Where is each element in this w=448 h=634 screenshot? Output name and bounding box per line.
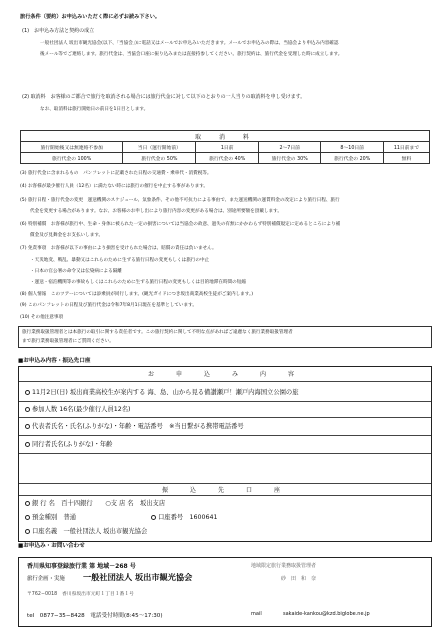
- circle-icon: [151, 515, 156, 520]
- bank-line: [25, 500, 165, 507]
- cancel-value-cell: 旅行代金の 30%: [258, 153, 321, 164]
- cancel-value-cell: 旅行代金の 20%: [321, 153, 384, 164]
- term-7-item-1: ・天災地変、戦乱、暴動又はこれらのために生ずる旅行日程の変更もしくは旅行の中止: [30, 258, 210, 263]
- section-2-title: (2) 取消料 お客様のご都合で旅行を取消される場合には旅行代金に対して以下のとおりの一人当りの取消料を申し受けます。: [22, 94, 306, 100]
- section-1-title: (1) お申込み方法と契約の成立: [22, 28, 95, 34]
- term-6-cont: 償金及び見舞金をお支払いします。: [30, 233, 104, 238]
- participants-row: [19, 401, 431, 418]
- term-4: (4) お客様が最少催行人員（12名）に満たない時には旅行の催行を中止する事があります。: [20, 184, 209, 189]
- account-number-label: 口座番号: [158, 514, 184, 521]
- mail-label: mail: [251, 611, 262, 617]
- circle-icon: [25, 515, 30, 520]
- cancel-table-value-row: [21, 153, 430, 164]
- planner-label: 旅行企画・実施: [27, 576, 65, 582]
- representative-line: [25, 423, 244, 430]
- cancel-value-cell: 旅行代金の 50%: [123, 153, 196, 164]
- application-section-label: ■お申込み内容・振込先口座: [18, 358, 91, 364]
- section-1-line-2: 後メール等でご連絡します。旅行代金は、当協会口座に振り込みまたは直接持参してください。旅行契約は、旅行代金を受理した時に成立します。: [40, 52, 343, 57]
- account-number-line: [151, 514, 218, 521]
- application-header: お 申 込 み 内 容: [147, 371, 302, 378]
- companion-text: 同行者氏名(ふりがな)・年齢: [32, 441, 113, 448]
- participants-line: [25, 406, 131, 413]
- circle-icon: [25, 529, 30, 534]
- organization-name: 一般社団法人 坂出市観光協会: [83, 572, 193, 582]
- address: 〒762−0018 香川県坂出市元町１丁目１番１号: [27, 592, 134, 597]
- account-type-line: [25, 514, 76, 521]
- term-6: (6) 特別補償 お客様が旅行中、生命・身体に被られた一定の損害については当協会の故意、過失の有無にかかわらず特別補償規定に定めるところにより補: [20, 222, 341, 227]
- notice-line-1: 旅行業務取扱管理者とは本旅行の取引に関する責任者です。この旅行契約に関して不明な点があればご遠慮なく旅行業務取扱管理者: [22, 330, 293, 335]
- bank-details-row: [19, 495, 431, 542]
- section-1-line-1: 一般社団法人 坂出市観光協会(以下、「当協会」)に電話又はメールでお申込みいただきます。メールでお申込みの際は、当協会より申込み内容確認: [40, 41, 339, 46]
- account-number: 1600641: [189, 514, 218, 521]
- cancel-header-cell: 当日（運行開始前）: [123, 142, 196, 153]
- circle-icon: [25, 424, 30, 429]
- term-3: (3) 旅行代金に含まれるもの パンフレットに記載された日程の交通費・乗車代・消費税等。: [20, 171, 212, 176]
- term-7-item-3: ・運送・宿泊機関等の事故もしくはこれらのために生ずる旅行日程の変更もしくは目的地滞在時間の短縮: [30, 280, 246, 285]
- manager-notice-box: [18, 326, 432, 348]
- tour-line: [25, 389, 299, 396]
- cancel-header-cell: 旅行開始後又は無連絡不参加: [21, 142, 123, 153]
- term-10: (10) その他注意事項: [20, 315, 64, 320]
- account-type-text: 預金種別 普通: [32, 514, 77, 521]
- contact-box: [18, 557, 432, 627]
- bank-text: 銀 行 名 百十四銀行 ○支 店 名 坂出支店: [32, 500, 166, 507]
- term-5: (5) 旅行日程・旅行代金の変更 運送機関のスケジュール、気象条件、その他不可抗力による事由で、また運送機関の運賃料金の改定により旅行日程、旅行: [20, 198, 340, 203]
- cancel-header-cell: 8〜10日前: [321, 142, 384, 153]
- term-7: (7) 免責事項 お客様が以下の事由により損害を受けられた場合は、賠償の責任は負いません。: [20, 246, 217, 251]
- term-9: (9) このパンフレットの日程及び旅行代金は令和7年8月1日現在を基準としています。: [20, 303, 197, 308]
- companion-line: [25, 441, 112, 448]
- cancel-value-cell: 旅行代金の 100%: [21, 153, 123, 164]
- representative-row[interactable]: [19, 417, 431, 436]
- blank-entry-row[interactable]: [19, 453, 431, 484]
- bank-header: 振 込 先 口 座: [161, 487, 288, 494]
- tour-row: [19, 381, 431, 402]
- cancel-table-header-row: [21, 142, 430, 153]
- circle-icon: [25, 390, 30, 395]
- term-5-cont: 代金を変更する場合があります。なお、お客様のお申し出により旅行内容の変更がある場合は、別途所要額を頂戴します。: [30, 209, 282, 214]
- section-2-line-1: なお、取消料は旅行開始日の前日を1日目とします。: [40, 107, 149, 112]
- tour-text: 11月2日(日) 坂出商業高校生が案内する 海、島、山から見る備讃瀬戸！瀬戸内海国立公園の旅: [32, 389, 299, 396]
- circle-icon: [25, 442, 30, 447]
- cancellation-fee-table: [20, 130, 430, 164]
- telephone: tel 0877−35−8428 電話受付時間(8:45〜17:30): [27, 613, 163, 619]
- notice-line-2: まで旅行業務取扱管理者にご質問ください。: [22, 339, 114, 344]
- circle-icon: [25, 407, 30, 412]
- cancel-header-cell: 1日前: [196, 142, 259, 153]
- term-7-item-2: ・日本の官公署の命令又は伝染病による隔離: [30, 269, 122, 274]
- cancel-header-cell: 2〜7日前: [258, 142, 321, 153]
- registration-number: 香川県知事登録旅行業 第 地域－268 号: [27, 563, 136, 570]
- term-8: (8) 個人情報 このツアーについては添乗員が同行します。(観光ガイドにつき坂出商業高校生徒がご案内します。): [20, 292, 254, 297]
- page-title: 旅行条件（要約）お申込みいただく際に必ずお読み下さい。: [20, 14, 161, 20]
- manager-label: 地域限定旅行業務取扱管理者: [251, 563, 317, 569]
- application-box: [18, 366, 432, 542]
- account-name-text: 口座名義 一般社団法人 坂出市観光協会: [32, 528, 148, 535]
- cancel-value-cell: 旅行代金の 40%: [196, 153, 259, 164]
- mail-address[interactable]: sakaide-kankou@kzd.biglobe.ne.jp: [283, 611, 370, 617]
- cancel-header-cell: 11日前まで: [383, 142, 429, 153]
- account-name-line: [25, 528, 147, 535]
- companion-row[interactable]: [19, 435, 431, 454]
- cancel-table-title: 取 消 料: [21, 131, 430, 142]
- manager-name: 砂 田 和 奈: [281, 576, 317, 582]
- contact-section-label: ■お申込み・お問い合わせ: [18, 543, 85, 549]
- representative-text: 代表者氏名・氏名(ふりがな)・年齢・電話番号 ※当日繋がる携帯電話番号: [32, 423, 244, 430]
- circle-icon: [25, 501, 30, 506]
- participants-text: 参加人数 16名(最少催行人員12名): [32, 406, 131, 413]
- cancel-value-cell: 無料: [383, 153, 429, 164]
